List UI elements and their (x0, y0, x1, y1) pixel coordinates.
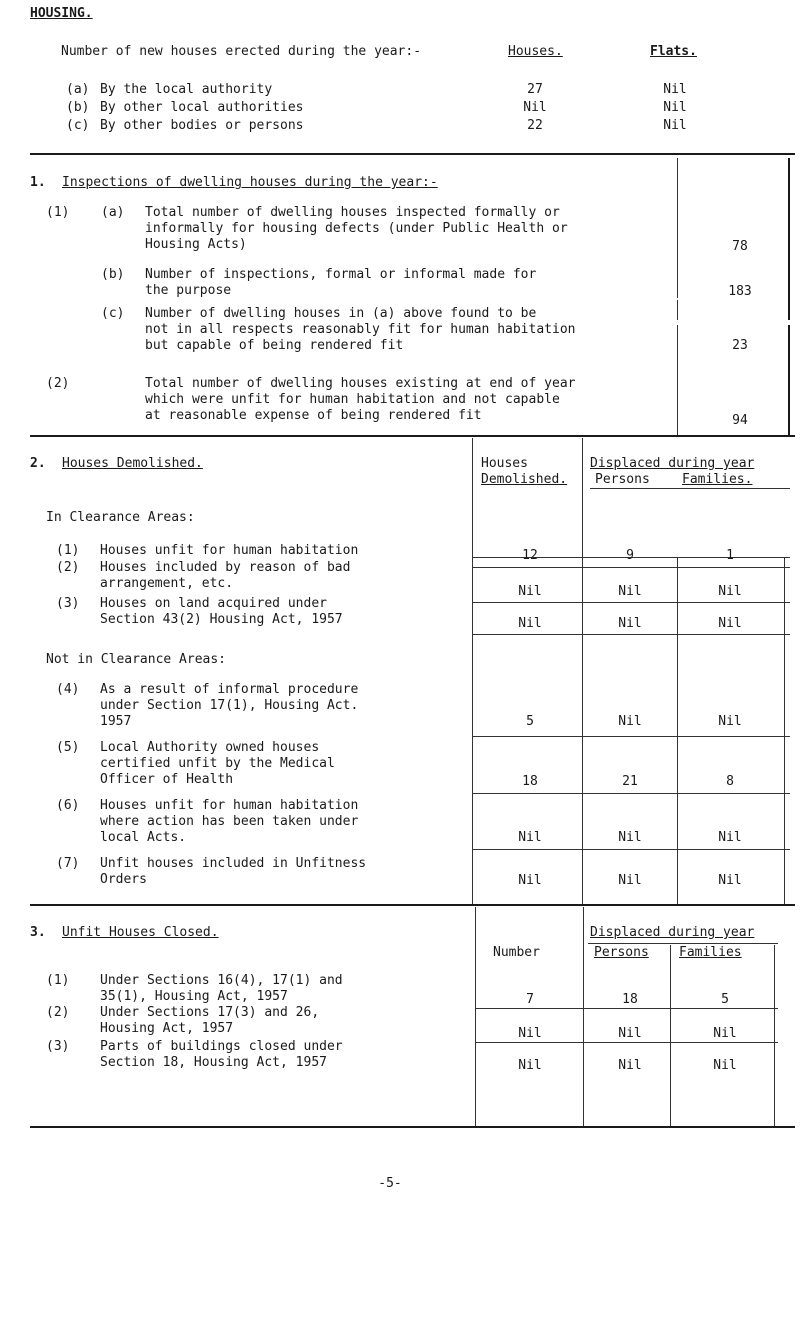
section-number: 2. (30, 456, 46, 471)
col-displaced: Displaced during year (590, 456, 755, 471)
column-rule (774, 945, 775, 1054)
col-houses-demolished: Demolished. (481, 472, 568, 487)
col-families: Families. (682, 472, 753, 487)
column-rule (677, 300, 678, 320)
divider (30, 1126, 795, 1128)
col-families: Families (679, 945, 742, 960)
section-number: 3. (30, 925, 46, 940)
row-rule (472, 849, 790, 850)
column-rule (788, 158, 790, 320)
value: 94 (732, 413, 748, 428)
subheading: Not in Clearance Areas: (46, 652, 227, 667)
section-number: 1. (30, 175, 46, 190)
column-rule (583, 907, 584, 1054)
column-rule (472, 438, 473, 904)
value: 78 (732, 239, 748, 254)
col-houses-header: Houses. (508, 44, 563, 59)
page-number: -5- (378, 1176, 402, 1191)
row-rule (475, 1042, 778, 1043)
section-title: Houses Demolished. (62, 456, 203, 471)
row-rule (472, 793, 790, 794)
column-rule (784, 557, 785, 904)
column-rule (677, 325, 678, 435)
column-rule (677, 158, 678, 298)
row-rule (472, 602, 790, 603)
column-rule (670, 1054, 671, 1126)
row-rule (472, 736, 790, 737)
column-rule (677, 557, 678, 904)
row-rule (475, 1008, 778, 1009)
header-rule (590, 488, 790, 489)
divider (30, 153, 795, 155)
section-title: Unfit Houses Closed. (62, 925, 219, 940)
section-title: Inspections of dwelling houses during the year:- (62, 175, 438, 190)
column-rule (670, 945, 671, 1054)
new-houses-intro: Number of new houses erected during the year:- (61, 44, 422, 59)
col-persons: Persons (594, 945, 649, 960)
col-houses-demolished: Houses (481, 456, 528, 471)
col-flats-header: Flats. (650, 44, 697, 59)
value: 183 (728, 284, 752, 299)
divider (30, 435, 795, 437)
subheading: In Clearance Areas: (46, 510, 195, 525)
col-displaced: Displaced during year (590, 925, 755, 940)
column-rule (788, 325, 790, 435)
col-number: Number (493, 945, 540, 960)
divider (30, 904, 795, 906)
page-heading: HOUSING. (30, 6, 93, 21)
column-rule (774, 1054, 775, 1126)
row-rule (472, 634, 790, 635)
column-rule (475, 1054, 476, 1126)
column-rule (583, 1054, 584, 1126)
column-rule (475, 907, 476, 1054)
col-persons: Persons (595, 472, 650, 487)
row-rule (472, 567, 790, 568)
value: 23 (732, 338, 748, 353)
header-rule (588, 943, 778, 944)
column-rule (582, 438, 583, 904)
